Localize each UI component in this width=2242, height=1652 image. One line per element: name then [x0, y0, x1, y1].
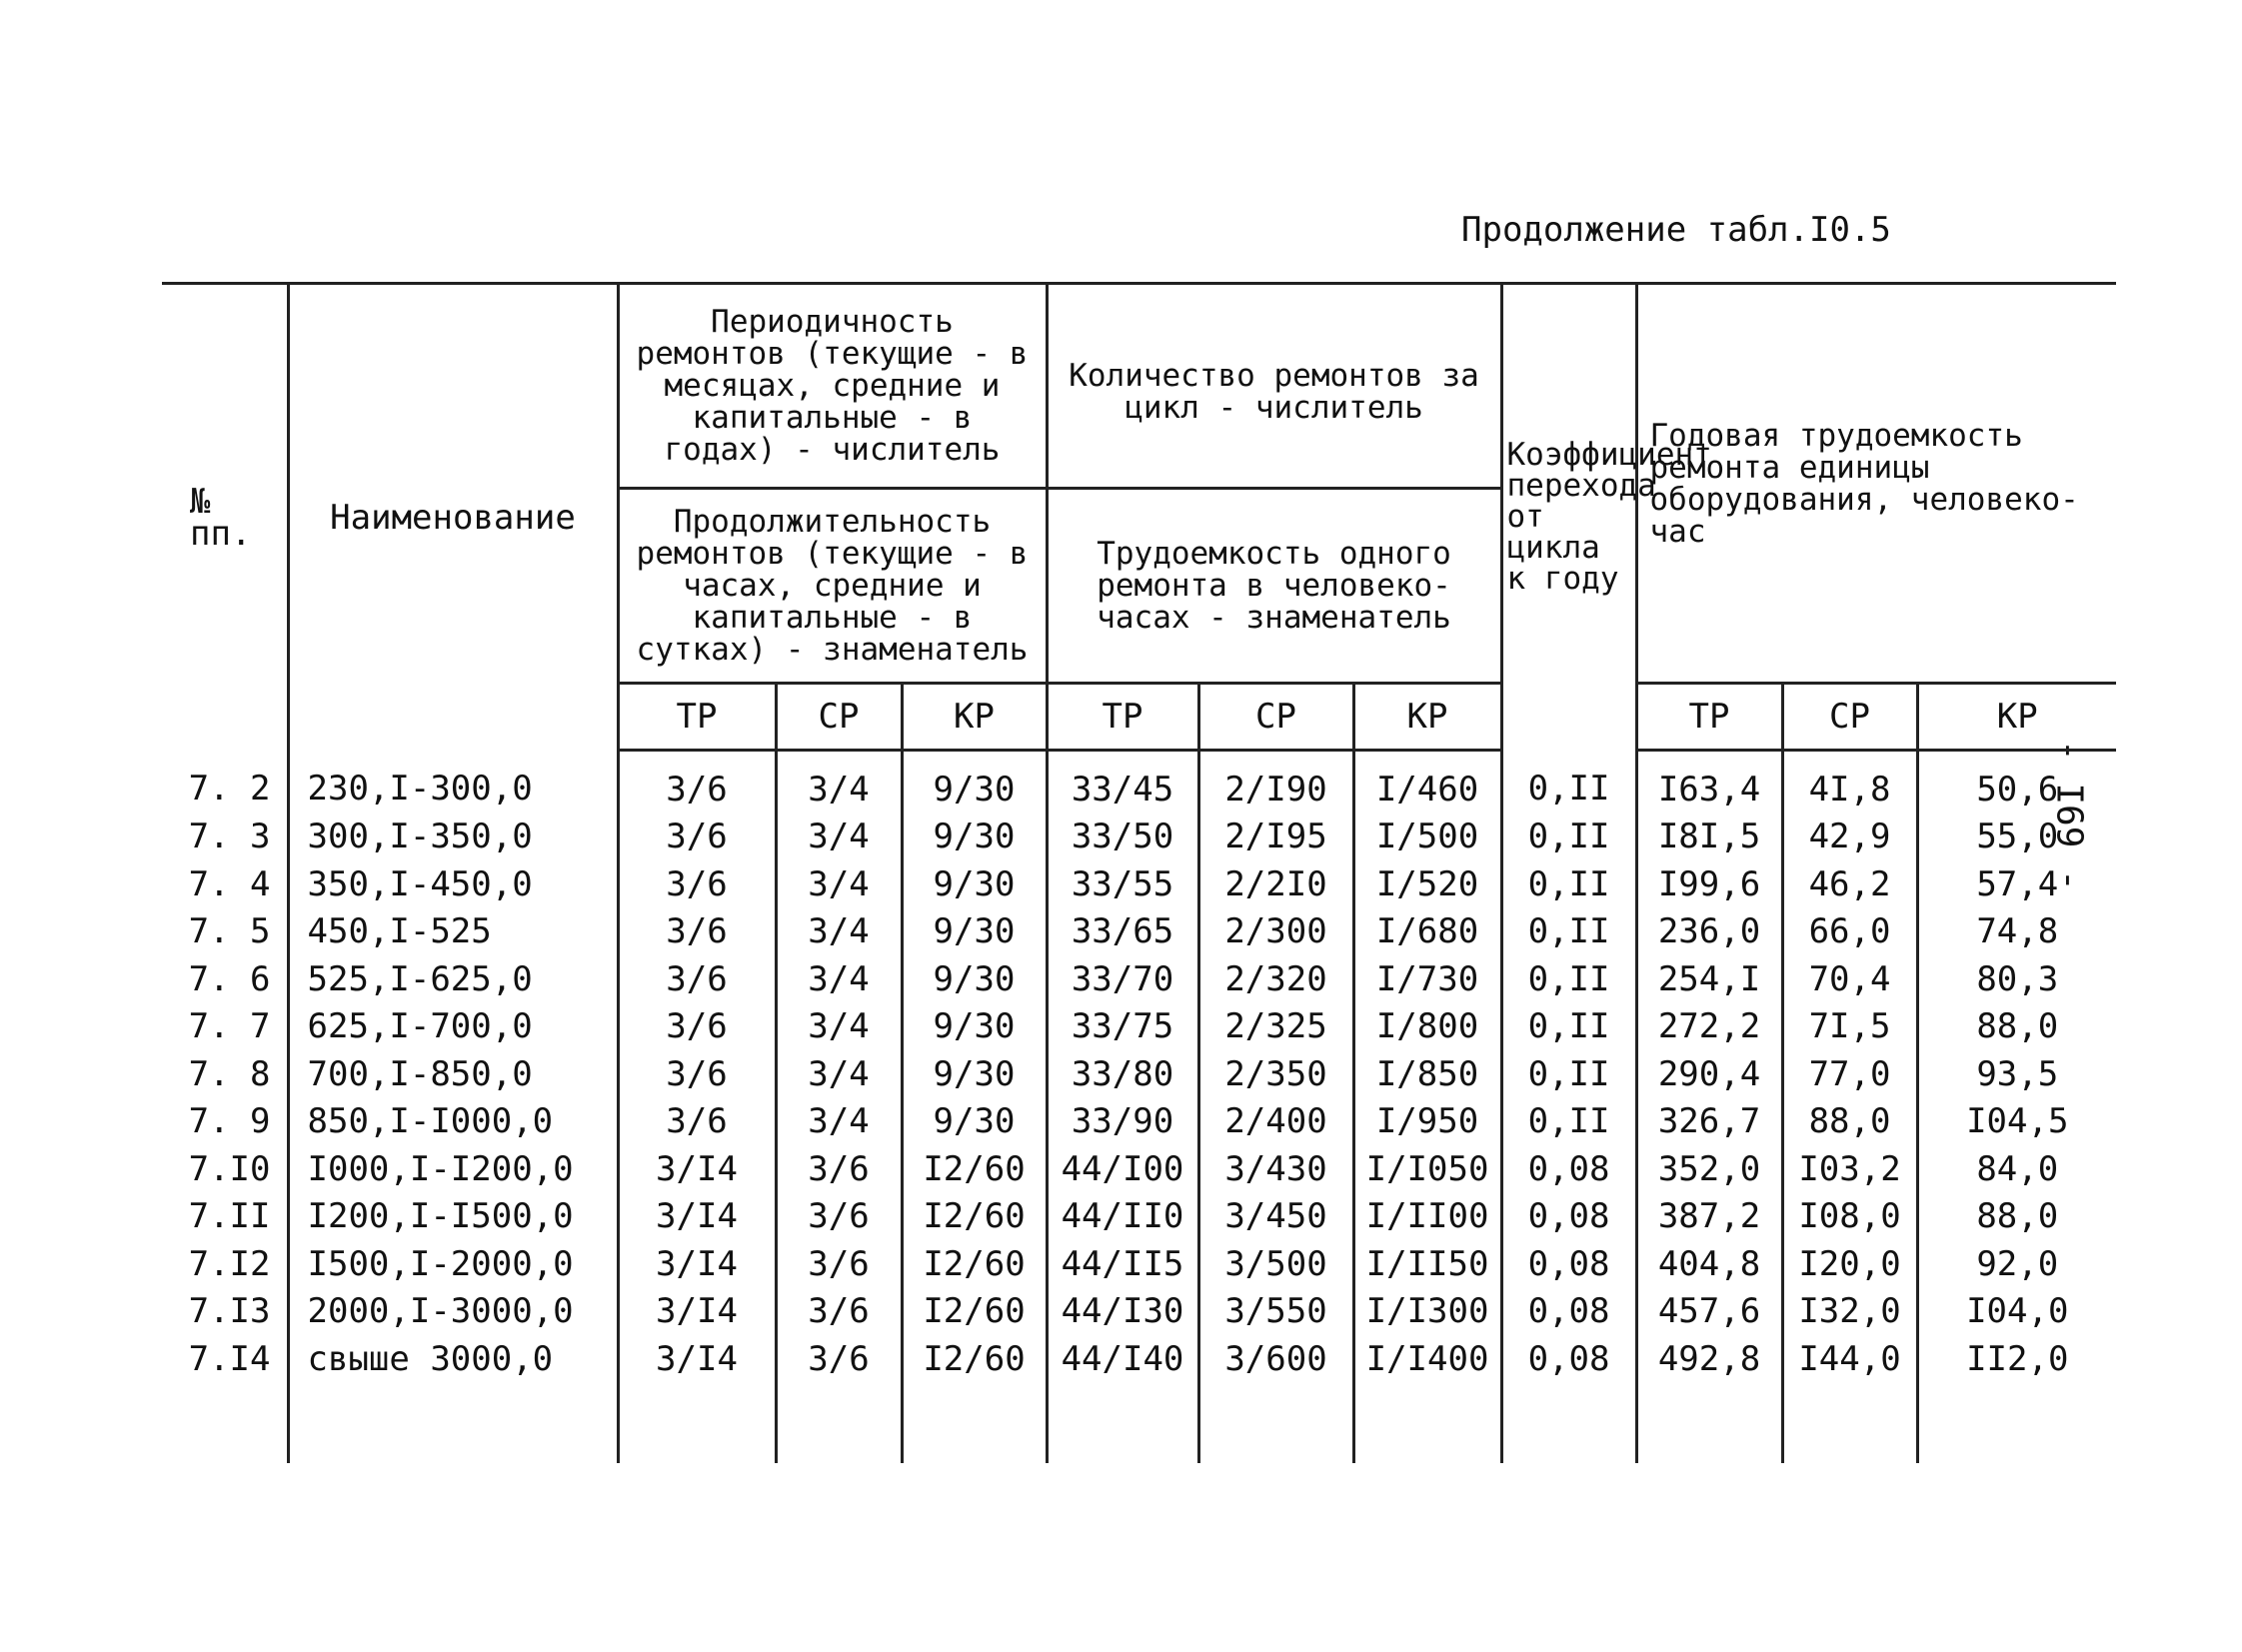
subheader-count-tr: ТР — [1047, 684, 1198, 751]
equipment-name: I500,I-2000,0 — [288, 1240, 618, 1288]
periodicity-kr: 9/30 — [902, 814, 1047, 861]
count-sr: 3/430 — [1198, 1145, 1353, 1193]
equipment-name: 625,I-700,0 — [288, 1003, 618, 1051]
annual-kr: 88,0 — [1917, 1003, 2116, 1051]
row-number: 7. 8 — [188, 1053, 271, 1094]
row-number: 7. 9 — [188, 1101, 271, 1142]
table-spacer-row — [162, 1383, 2116, 1463]
count-sr: 3/500 — [1198, 1240, 1353, 1288]
table-row — [162, 1145, 2116, 1193]
row-number: 7. 6 — [188, 958, 271, 999]
count-kr: I/500 — [1353, 814, 1501, 861]
periodicity-tr: 3/I4 — [618, 1240, 776, 1288]
empty-cell — [776, 1383, 902, 1463]
periodicity-sr: 3/6 — [776, 1193, 902, 1241]
periodicity-sr: 3/4 — [776, 751, 902, 814]
subheader-annual-sr: СР — [1782, 684, 1917, 751]
annual-kr: 84,0 — [1917, 1145, 2116, 1193]
periodicity-sr: 3/6 — [776, 1288, 902, 1336]
table-row — [162, 1335, 2116, 1383]
count-kr: I/I300 — [1353, 1288, 1501, 1336]
periodicity-sr: 3/4 — [776, 1098, 902, 1146]
table-row — [162, 860, 2116, 908]
count-tr: 44/II0 — [1047, 1193, 1198, 1241]
annual-tr: 492,8 — [1636, 1335, 1782, 1383]
periodicity-tr: 3/6 — [618, 1050, 776, 1098]
row-number: 7. 3 — [188, 817, 271, 857]
row-number: 7. 2 — [188, 769, 271, 809]
transition-coefficient: 0,II — [1501, 955, 1636, 1003]
transition-coefficient: 0,08 — [1501, 1335, 1636, 1383]
periodicity-tr: 3/6 — [618, 1098, 776, 1146]
annual-sr: 70,4 — [1782, 955, 1917, 1003]
annual-tr: 326,7 — [1636, 1098, 1782, 1146]
empty-cell — [1353, 1383, 1501, 1463]
row-number: 7. 5 — [188, 911, 271, 952]
annual-tr: I99,6 — [1636, 860, 1782, 908]
periodicity-kr: 9/30 — [902, 955, 1047, 1003]
subheader-annual-tr: ТР — [1636, 684, 1782, 751]
periodicity-sr: 3/4 — [776, 1050, 902, 1098]
header-periodicity: Периодичность ремонтов (текущие - в месяцах, средние и капитальные - в годах) - числитель — [618, 284, 1047, 489]
periodicity-tr: 3/6 — [618, 814, 776, 861]
header-name: Наименование — [288, 284, 618, 751]
annual-tr: 404,8 — [1636, 1240, 1782, 1288]
annual-tr: 236,0 — [1636, 908, 1782, 956]
empty-cell — [618, 1383, 776, 1463]
empty-cell — [1501, 1383, 1636, 1463]
annual-sr: 46,2 — [1782, 860, 1917, 908]
subheader-periodicity-kr: КР — [902, 684, 1047, 751]
row-number: 7.I2 — [188, 1243, 271, 1284]
annual-kr: 57,4 — [1917, 860, 2116, 908]
count-sr: 2/400 — [1198, 1098, 1353, 1146]
table-row — [162, 1003, 2116, 1051]
periodicity-tr: 3/I4 — [618, 1145, 776, 1193]
periodicity-kr: I2/60 — [902, 1335, 1047, 1383]
annual-tr: 290,4 — [1636, 1050, 1782, 1098]
header-duration: Продолжительность ремонтов (текущие - в часах, средние и капитальные - в сутках) - знаменатель — [618, 489, 1047, 684]
equipment-name: I200,I-I500,0 — [288, 1193, 618, 1241]
count-sr: 2/I95 — [1198, 814, 1353, 861]
count-kr: I/800 — [1353, 1003, 1501, 1051]
annual-sr: 42,9 — [1782, 814, 1917, 861]
count-kr: I/I050 — [1353, 1145, 1501, 1193]
repair-table — [162, 282, 2116, 1463]
annual-tr: 457,6 — [1636, 1288, 1782, 1336]
table-row — [162, 908, 2116, 956]
count-kr: I/II50 — [1353, 1240, 1501, 1288]
transition-coefficient: 0,08 — [1501, 1288, 1636, 1336]
transition-coefficient: 0,II — [1501, 1003, 1636, 1051]
count-sr: 3/600 — [1198, 1335, 1353, 1383]
annual-tr: 387,2 — [1636, 1193, 1782, 1241]
subheader-count-sr: СР — [1198, 684, 1353, 751]
annual-tr: I63,4 — [1636, 751, 1782, 814]
periodicity-kr: 9/30 — [902, 1098, 1047, 1146]
annual-sr: I03,2 — [1782, 1145, 1917, 1193]
subheader-annual-kr: КР — [1917, 684, 2116, 751]
count-tr: 33/90 — [1047, 1098, 1198, 1146]
table-row — [162, 814, 2116, 861]
transition-coefficient: 0,II — [1501, 908, 1636, 956]
annual-kr: II2,0 — [1917, 1335, 2116, 1383]
equipment-name: 525,I-625,0 — [288, 955, 618, 1003]
count-kr: I/730 — [1353, 955, 1501, 1003]
row-number: 7.I4 — [188, 1338, 271, 1379]
equipment-name: 300,I-350,0 — [288, 814, 618, 861]
row-number: 7.I3 — [188, 1291, 271, 1332]
count-tr: 33/75 — [1047, 1003, 1198, 1051]
annual-tr: 254,I — [1636, 955, 1782, 1003]
count-tr: 44/I40 — [1047, 1335, 1198, 1383]
equipment-name: 450,I-525 — [288, 908, 618, 956]
periodicity-kr: I2/60 — [902, 1193, 1047, 1241]
annual-tr: 272,2 — [1636, 1003, 1782, 1051]
empty-cell — [1782, 1383, 1917, 1463]
periodicity-kr: 9/30 — [902, 751, 1047, 814]
row-number: 7.II — [188, 1196, 271, 1237]
periodicity-sr: 3/4 — [776, 860, 902, 908]
transition-coefficient: 0,II — [1501, 1050, 1636, 1098]
empty-cell — [1047, 1383, 1198, 1463]
count-sr: 2/2I0 — [1198, 860, 1353, 908]
subheader-periodicity-tr: ТР — [618, 684, 776, 751]
row-number: 7. 7 — [188, 1006, 271, 1047]
transition-coefficient: 0,II — [1501, 1098, 1636, 1146]
periodicity-kr: 9/30 — [902, 1050, 1047, 1098]
periodicity-tr: 3/6 — [618, 908, 776, 956]
table-row — [162, 1288, 2116, 1336]
annual-kr: I04,0 — [1917, 1288, 2116, 1336]
row-number: 7.I0 — [188, 1148, 271, 1189]
subheader-count-kr: КР — [1353, 684, 1501, 751]
transition-coefficient: 0,II — [1501, 814, 1636, 861]
table-caption: Продолжение табл.I0.5 — [1461, 210, 1891, 250]
periodicity-kr: 9/30 — [902, 1003, 1047, 1051]
empty-cell — [162, 1383, 288, 1463]
transition-coefficient: 0,II — [1501, 751, 1636, 814]
periodicity-tr: 3/6 — [618, 955, 776, 1003]
count-tr: 33/65 — [1047, 908, 1198, 956]
periodicity-kr: 9/30 — [902, 908, 1047, 956]
annual-sr: 7I,5 — [1782, 1003, 1917, 1051]
table-row — [162, 1240, 2116, 1288]
equipment-name: 350,I-450,0 — [288, 860, 618, 908]
count-tr: 44/I00 — [1047, 1145, 1198, 1193]
table-row — [162, 955, 2116, 1003]
annual-kr: 80,3 — [1917, 955, 2116, 1003]
equipment-name: 2000,I-3000,0 — [288, 1288, 618, 1336]
periodicity-sr: 3/4 — [776, 814, 902, 861]
count-kr: I/II00 — [1353, 1193, 1501, 1241]
periodicity-sr: 3/6 — [776, 1240, 902, 1288]
periodicity-tr: 3/6 — [618, 860, 776, 908]
annual-kr: 74,8 — [1917, 908, 2116, 956]
header-count: Количество ремонтов за цикл - числитель — [1047, 284, 1501, 489]
count-kr: I/950 — [1353, 1098, 1501, 1146]
equipment-name: 230,I-300,0 — [288, 751, 618, 814]
table-row — [162, 1050, 2116, 1098]
header-labor: Трудоемкость одного ремонта в человеко-часах - знаменатель — [1047, 489, 1501, 684]
annual-sr: I44,0 — [1782, 1335, 1917, 1383]
annual-kr: 55,0 — [1917, 814, 2116, 861]
equipment-name: I000,I-I200,0 — [288, 1145, 618, 1193]
annual-kr: 92,0 — [1917, 1240, 2116, 1288]
annual-sr: 88,0 — [1782, 1098, 1917, 1146]
equipment-name: 850,I-I000,0 — [288, 1098, 618, 1146]
empty-cell — [1917, 1383, 2116, 1463]
periodicity-kr: I2/60 — [902, 1288, 1047, 1336]
periodicity-sr: 3/6 — [776, 1335, 902, 1383]
count-kr: I/520 — [1353, 860, 1501, 908]
count-kr: I/850 — [1353, 1050, 1501, 1098]
periodicity-kr: I2/60 — [902, 1240, 1047, 1288]
periodicity-tr: 3/I4 — [618, 1335, 776, 1383]
periodicity-sr: 3/4 — [776, 955, 902, 1003]
empty-cell — [1636, 1383, 1782, 1463]
count-sr: 3/450 — [1198, 1193, 1353, 1241]
periodicity-sr: 3/6 — [776, 1145, 902, 1193]
annual-kr: I04,5 — [1917, 1098, 2116, 1146]
annual-tr: 352,0 — [1636, 1145, 1782, 1193]
table-row — [162, 751, 2116, 814]
transition-coefficient: 0,II — [1501, 860, 1636, 908]
count-sr: 2/350 — [1198, 1050, 1353, 1098]
row-number: 7. 4 — [188, 863, 271, 904]
periodicity-tr: 3/6 — [618, 1003, 776, 1051]
count-kr: I/I400 — [1353, 1335, 1501, 1383]
transition-coefficient: 0,08 — [1501, 1193, 1636, 1241]
count-sr: 2/300 — [1198, 908, 1353, 956]
count-tr: 33/45 — [1047, 751, 1198, 814]
equipment-name: свыше 3000,0 — [288, 1335, 618, 1383]
transition-coefficient: 0,08 — [1501, 1240, 1636, 1288]
transition-coefficient: 0,08 — [1501, 1145, 1636, 1193]
annual-sr: 77,0 — [1782, 1050, 1917, 1098]
count-tr: 33/80 — [1047, 1050, 1198, 1098]
equipment-name: 700,I-850,0 — [288, 1050, 618, 1098]
annual-tr: I8I,5 — [1636, 814, 1782, 861]
count-sr: 3/550 — [1198, 1288, 1353, 1336]
periodicity-tr: 3/I4 — [618, 1193, 776, 1241]
annual-sr: I32,0 — [1782, 1288, 1917, 1336]
empty-cell — [1198, 1383, 1353, 1463]
table-row — [162, 1193, 2116, 1241]
header-num: № пп. — [162, 284, 288, 751]
count-tr: 44/I30 — [1047, 1288, 1198, 1336]
annual-sr: 66,0 — [1782, 908, 1917, 956]
count-sr: 2/320 — [1198, 955, 1353, 1003]
periodicity-tr: 3/I4 — [618, 1288, 776, 1336]
annual-kr: 93,5 — [1917, 1050, 2116, 1098]
periodicity-tr: 3/6 — [618, 751, 776, 814]
count-kr: I/460 — [1353, 751, 1501, 814]
count-tr: 44/II5 — [1047, 1240, 1198, 1288]
table-row — [162, 1098, 2116, 1146]
annual-sr: I20,0 — [1782, 1240, 1917, 1288]
header-coef: Коэффициент перехода от цикла к году — [1501, 284, 1636, 751]
header-annual: Годовая трудоемкость ремонта единицы оборудования, человеко-час — [1636, 284, 2116, 684]
periodicity-sr: 3/4 — [776, 1003, 902, 1051]
count-tr: 33/70 — [1047, 955, 1198, 1003]
count-tr: 33/50 — [1047, 814, 1198, 861]
count-sr: 2/325 — [1198, 1003, 1353, 1051]
periodicity-sr: 3/4 — [776, 908, 902, 956]
empty-cell — [288, 1383, 618, 1463]
annual-kr: 50,6 — [1917, 751, 2116, 814]
annual-sr: 4I,8 — [1782, 751, 1917, 814]
count-tr: 33/55 — [1047, 860, 1198, 908]
periodicity-kr: I2/60 — [902, 1145, 1047, 1193]
count-kr: I/680 — [1353, 908, 1501, 956]
subheader-periodicity-sr: СР — [776, 684, 902, 751]
periodicity-kr: 9/30 — [902, 860, 1047, 908]
empty-cell — [902, 1383, 1047, 1463]
annual-sr: I08,0 — [1782, 1193, 1917, 1241]
page-number: - I69 - — [2048, 740, 2090, 891]
count-sr: 2/I90 — [1198, 751, 1353, 814]
annual-kr: 88,0 — [1917, 1193, 2116, 1241]
